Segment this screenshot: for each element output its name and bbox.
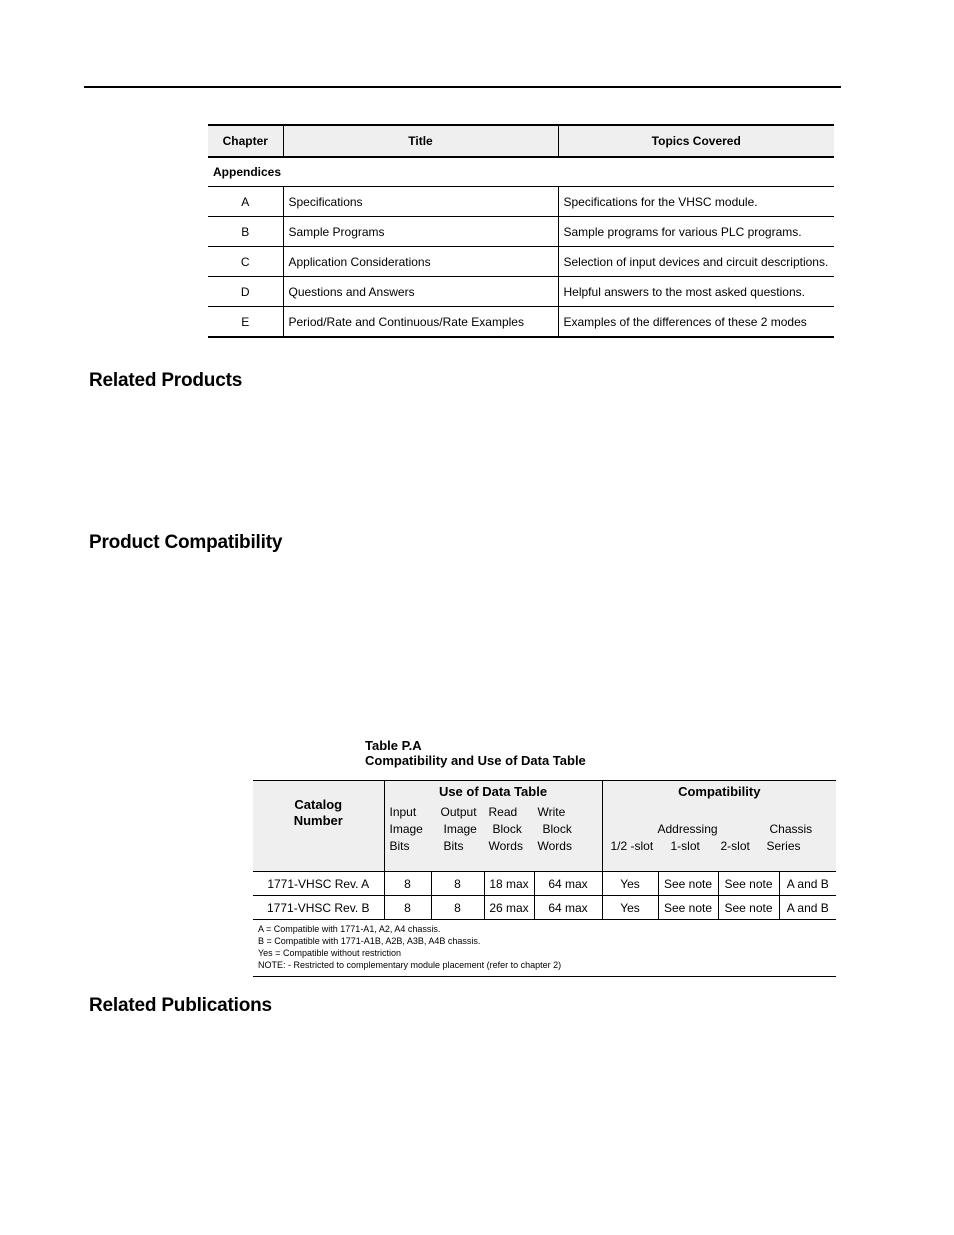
table-row: [208, 277, 834, 307]
table-caption: [365, 738, 586, 768]
subheader-line: Block: [492, 821, 522, 836]
write-words-cell: 64 max: [534, 896, 602, 920]
write-block-words-label: [538, 804, 572, 855]
subheader-line: Input: [389, 804, 417, 819]
section-label: Appendices: [208, 157, 834, 187]
compat-subheaders: [602, 803, 836, 872]
catalog-number-header: [253, 781, 384, 872]
notes-row: [253, 920, 836, 977]
input-bits-cell: 8: [384, 896, 431, 920]
read-words-cell: 26 max: [484, 896, 534, 920]
table-notes: [253, 920, 836, 977]
subheader-line: Read: [488, 804, 518, 819]
chapter-cell: A: [208, 187, 283, 217]
subheader-line: Bits: [389, 838, 410, 853]
title-cell: Sample Programs: [283, 217, 558, 247]
half-slot-cell: Yes: [602, 872, 658, 896]
table-row: [208, 307, 834, 338]
chapter-cell: D: [208, 277, 283, 307]
series-label: Series: [766, 838, 801, 853]
note-line: Yes = Compatible without restriction: [258, 948, 401, 958]
catalog-cell: 1771-VHSC Rev. B: [253, 896, 384, 920]
one-slot-cell: See note: [658, 896, 718, 920]
table-row: [208, 247, 834, 277]
subheader-line: Bits: [443, 838, 464, 853]
chassis-series-cell: A and B: [779, 872, 836, 896]
catalog-header-line: Number: [293, 813, 343, 828]
read-words-cell: 18 max: [484, 872, 534, 896]
heading-product-compatibility: Product Compatibility: [89, 532, 283, 553]
half-slot-label: 1/2 -slot: [610, 838, 654, 853]
header-topics: Topics Covered: [558, 125, 834, 157]
half-slot-cell: Yes: [602, 896, 658, 920]
heading-related-products: Related Products: [89, 370, 243, 391]
chassis-label: Chassis: [769, 821, 813, 836]
one-slot-label: 1-slot: [670, 838, 700, 853]
compatibility-header: Compatibility: [602, 781, 836, 803]
compatibility-table: [253, 780, 836, 977]
note-line: NOTE: - Restricted to complementary module placement (refer to chapter 2): [258, 960, 562, 970]
table-row: [253, 896, 836, 920]
subheader-line: Image: [389, 821, 423, 836]
topics-cell: Specifications for the VHSC module.: [558, 187, 834, 217]
two-slot-cell: See note: [718, 896, 779, 920]
subheader-line: Write: [537, 804, 566, 819]
title-cell: Specifications: [283, 187, 558, 217]
table-row: [208, 187, 834, 217]
topics-cell: Helpful answers to the most asked questions.: [558, 277, 834, 307]
use-subheaders: [384, 803, 602, 872]
table-caption-title: Compatibility and Use of Data Table: [365, 753, 586, 768]
catalog-cell: 1771-VHSC Rev. A: [253, 872, 384, 896]
two-slot-cell: See note: [718, 872, 779, 896]
input-bits-cell: 8: [384, 872, 431, 896]
chapter-cell: C: [208, 247, 283, 277]
chapter-cell: E: [208, 307, 283, 338]
table-row: [208, 217, 834, 247]
two-slot-label: 2-slot: [720, 838, 750, 853]
chassis-series-cell: A and B: [779, 896, 836, 920]
header-chapter: Chapter: [208, 125, 283, 157]
output-bits-cell: 8: [431, 872, 484, 896]
table-caption-number: Table P.A: [365, 738, 422, 753]
title-cell: Questions and Answers: [283, 277, 558, 307]
header-title: Title: [283, 125, 558, 157]
read-block-words-label: [489, 804, 523, 855]
note-line: B = Compatible with 1771-A1B, A2B, A3B, A4B chassis.: [258, 936, 481, 946]
input-image-bits-label: [390, 804, 423, 855]
note-line: A = Compatible with 1771-A1, A2, A4 chassis.: [258, 924, 441, 934]
compat-header-row: [253, 781, 836, 803]
section-row: [208, 157, 834, 187]
chapter-table: [208, 124, 834, 338]
heading-related-publications: Related Publications: [89, 995, 272, 1016]
subheader-line: Words: [488, 838, 523, 853]
subheader-line: Image: [443, 821, 477, 836]
title-cell: Application Considerations: [283, 247, 558, 277]
table-row: [253, 872, 836, 896]
top-rule: [84, 86, 841, 88]
write-words-cell: 64 max: [534, 872, 602, 896]
one-slot-cell: See note: [658, 872, 718, 896]
topics-cell: Sample programs for various PLC programs.: [558, 217, 834, 247]
topics-cell: Examples of the differences of these 2 modes: [558, 307, 834, 338]
subheader-line: Block: [542, 821, 572, 836]
output-image-bits-label: [441, 804, 477, 855]
title-cell: Period/Rate and Continuous/Rate Examples: [283, 307, 558, 338]
chapter-cell: B: [208, 217, 283, 247]
catalog-header-line: Catalog: [294, 797, 343, 812]
use-of-data-table-header: Use of Data Table: [384, 781, 602, 803]
subheader-line: Output: [440, 804, 477, 819]
subheader-line: Words: [537, 838, 572, 853]
topics-cell: Selection of input devices and circuit descriptions.: [558, 247, 834, 277]
chapter-table-header: [208, 125, 834, 157]
output-bits-cell: 8: [431, 896, 484, 920]
addressing-label: Addressing: [657, 821, 718, 836]
